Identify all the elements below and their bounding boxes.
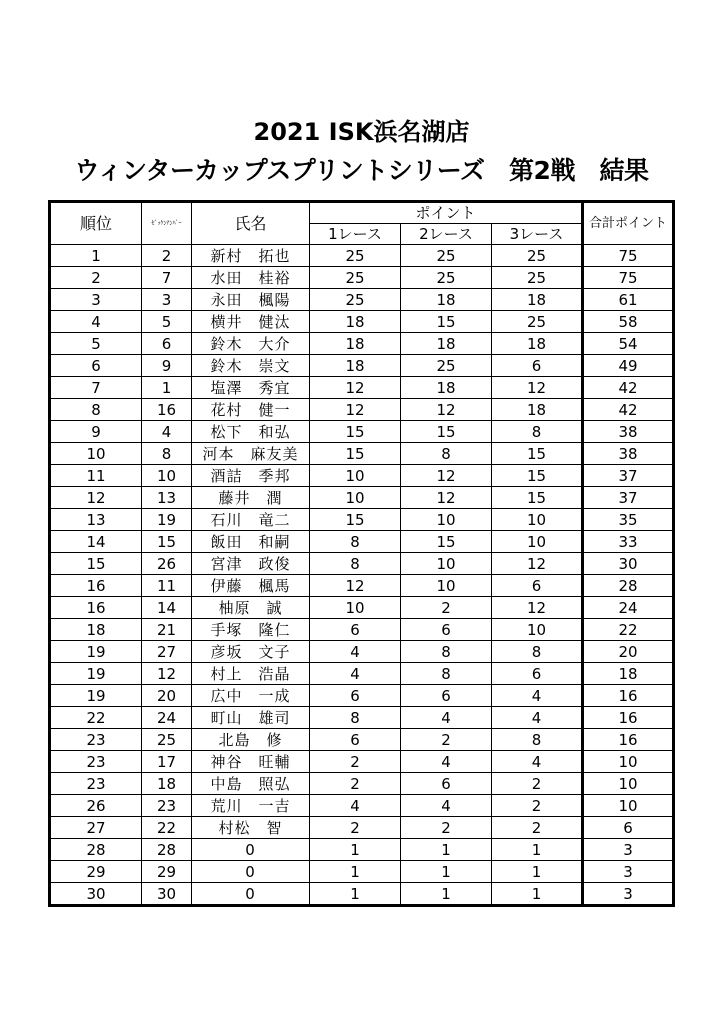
cell-rank: 5 xyxy=(50,333,142,355)
cell-rank: 11 xyxy=(50,465,142,487)
cell-race3: 15 xyxy=(492,487,583,509)
cell-rank: 3 xyxy=(50,289,142,311)
cell-bib: 27 xyxy=(142,641,192,663)
cell-race3: 10 xyxy=(492,509,583,531)
cell-race1: 15 xyxy=(310,509,401,531)
cell-race1: 15 xyxy=(310,421,401,443)
cell-rank: 16 xyxy=(50,575,142,597)
cell-race3: 6 xyxy=(492,663,583,685)
cell-bib: 7 xyxy=(142,267,192,289)
cell-bib: 2 xyxy=(142,245,192,267)
cell-bib: 24 xyxy=(142,707,192,729)
cell-rank: 14 xyxy=(50,531,142,553)
cell-rank: 26 xyxy=(50,795,142,817)
cell-rank: 18 xyxy=(50,619,142,641)
cell-race1: 10 xyxy=(310,597,401,619)
cell-total: 37 xyxy=(583,465,674,487)
cell-bib: 4 xyxy=(142,421,192,443)
table-row xyxy=(50,597,674,619)
cell-race3: 6 xyxy=(492,575,583,597)
cell-name: 村上 浩晶 xyxy=(192,663,310,685)
cell-name: 0 xyxy=(192,861,310,883)
cell-race2: 25 xyxy=(401,245,492,267)
cell-name: 河本 麻友美 xyxy=(192,443,310,465)
cell-total: 58 xyxy=(583,311,674,333)
cell-total: 24 xyxy=(583,597,674,619)
cell-race1: 18 xyxy=(310,311,401,333)
cell-rank: 19 xyxy=(50,663,142,685)
cell-name: 手塚 隆仁 xyxy=(192,619,310,641)
cell-total: 54 xyxy=(583,333,674,355)
cell-race3: 8 xyxy=(492,729,583,751)
cell-name: 藤井 潤 xyxy=(192,487,310,509)
cell-total: 22 xyxy=(583,619,674,641)
cell-bib: 23 xyxy=(142,795,192,817)
cell-name: 町山 雄司 xyxy=(192,707,310,729)
cell-race1: 4 xyxy=(310,663,401,685)
cell-total: 75 xyxy=(583,245,674,267)
cell-bib: 15 xyxy=(142,531,192,553)
table-row xyxy=(50,245,674,267)
cell-name: 柚原 誠 xyxy=(192,597,310,619)
cell-race1: 6 xyxy=(310,685,401,707)
cell-race3: 25 xyxy=(492,245,583,267)
cell-race2: 12 xyxy=(401,487,492,509)
cell-race2: 2 xyxy=(401,817,492,839)
cell-race2: 8 xyxy=(401,443,492,465)
cell-race3: 1 xyxy=(492,861,583,883)
cell-total: 10 xyxy=(583,773,674,795)
cell-total: 6 xyxy=(583,817,674,839)
cell-race2: 15 xyxy=(401,311,492,333)
cell-name: 塩澤 秀宜 xyxy=(192,377,310,399)
table-row xyxy=(50,839,674,861)
header-race3: 3レース xyxy=(492,224,583,245)
cell-race1: 12 xyxy=(310,575,401,597)
table-row xyxy=(50,707,674,729)
cell-race1: 4 xyxy=(310,641,401,663)
table-row xyxy=(50,443,674,465)
results-body xyxy=(50,245,674,906)
cell-bib: 3 xyxy=(142,289,192,311)
page-subtitle: ウィンターカップスプリントシリーズ 第2戦 結果 xyxy=(74,156,649,185)
cell-total: 18 xyxy=(583,663,674,685)
cell-bib: 22 xyxy=(142,817,192,839)
table-row xyxy=(50,575,674,597)
cell-race2: 2 xyxy=(401,597,492,619)
header-race2: 2レース xyxy=(401,224,492,245)
cell-name: 村松 智 xyxy=(192,817,310,839)
cell-race1: 25 xyxy=(310,289,401,311)
cell-race2: 1 xyxy=(401,861,492,883)
cell-race2: 12 xyxy=(401,465,492,487)
cell-race2: 12 xyxy=(401,399,492,421)
header-points-group: ポイント xyxy=(310,202,583,224)
table-row xyxy=(50,883,674,906)
table-row xyxy=(50,267,674,289)
cell-rank: 27 xyxy=(50,817,142,839)
table-row xyxy=(50,773,674,795)
cell-rank: 19 xyxy=(50,641,142,663)
cell-bib: 6 xyxy=(142,333,192,355)
cell-race2: 4 xyxy=(401,707,492,729)
cell-race3: 12 xyxy=(492,377,583,399)
cell-bib: 11 xyxy=(142,575,192,597)
cell-race2: 6 xyxy=(401,685,492,707)
cell-race2: 4 xyxy=(401,795,492,817)
cell-total: 61 xyxy=(583,289,674,311)
cell-bib: 13 xyxy=(142,487,192,509)
cell-name: 神谷 旺輔 xyxy=(192,751,310,773)
cell-race1: 18 xyxy=(310,355,401,377)
cell-race1: 6 xyxy=(310,729,401,751)
cell-rank: 22 xyxy=(50,707,142,729)
cell-name: 中島 照弘 xyxy=(192,773,310,795)
cell-total: 28 xyxy=(583,575,674,597)
cell-race1: 6 xyxy=(310,619,401,641)
cell-total: 16 xyxy=(583,685,674,707)
cell-race2: 1 xyxy=(401,883,492,906)
cell-bib: 17 xyxy=(142,751,192,773)
cell-name: 飯田 和嗣 xyxy=(192,531,310,553)
cell-race2: 18 xyxy=(401,377,492,399)
cell-total: 38 xyxy=(583,421,674,443)
page-title: 2021 ISK浜名湖店 xyxy=(253,118,470,146)
table-row xyxy=(50,487,674,509)
cell-total: 10 xyxy=(583,795,674,817)
cell-name: 広中 一成 xyxy=(192,685,310,707)
cell-race3: 10 xyxy=(492,531,583,553)
cell-total: 49 xyxy=(583,355,674,377)
cell-race3: 1 xyxy=(492,883,583,906)
table-row xyxy=(50,619,674,641)
cell-race1: 25 xyxy=(310,245,401,267)
table-row xyxy=(50,355,674,377)
cell-race1: 12 xyxy=(310,377,401,399)
cell-rank: 10 xyxy=(50,443,142,465)
cell-race2: 18 xyxy=(401,333,492,355)
cell-total: 42 xyxy=(583,377,674,399)
cell-rank: 30 xyxy=(50,883,142,906)
cell-race2: 15 xyxy=(401,531,492,553)
cell-total: 42 xyxy=(583,399,674,421)
table-row xyxy=(50,465,674,487)
cell-race1: 8 xyxy=(310,553,401,575)
table-row xyxy=(50,729,674,751)
cell-race2: 8 xyxy=(401,663,492,685)
cell-rank: 9 xyxy=(50,421,142,443)
table-row xyxy=(50,795,674,817)
cell-race3: 25 xyxy=(492,267,583,289)
header-rank: 順位 xyxy=(50,202,142,245)
cell-total: 16 xyxy=(583,729,674,751)
cell-total: 3 xyxy=(583,861,674,883)
header-race1: 1レース xyxy=(310,224,401,245)
cell-bib: 20 xyxy=(142,685,192,707)
cell-name: 永田 楓陽 xyxy=(192,289,310,311)
cell-race2: 15 xyxy=(401,421,492,443)
cell-race1: 1 xyxy=(310,839,401,861)
cell-bib: 28 xyxy=(142,839,192,861)
table-row xyxy=(50,311,674,333)
cell-race2: 6 xyxy=(401,773,492,795)
cell-name: 宮津 政俊 xyxy=(192,553,310,575)
cell-total: 33 xyxy=(583,531,674,553)
cell-bib: 25 xyxy=(142,729,192,751)
cell-total: 75 xyxy=(583,267,674,289)
cell-bib: 14 xyxy=(142,597,192,619)
cell-bib: 30 xyxy=(142,883,192,906)
cell-race1: 10 xyxy=(310,487,401,509)
cell-total: 38 xyxy=(583,443,674,465)
cell-total: 20 xyxy=(583,641,674,663)
cell-race3: 18 xyxy=(492,289,583,311)
table-row xyxy=(50,663,674,685)
cell-name: 新村 拓也 xyxy=(192,245,310,267)
header-bib: ｾﾞｯｹﾝﾅﾝﾊﾞｰ xyxy=(142,202,192,245)
cell-race3: 15 xyxy=(492,465,583,487)
cell-rank: 16 xyxy=(50,597,142,619)
cell-race2: 10 xyxy=(401,575,492,597)
header-name: 氏名 xyxy=(192,202,310,245)
cell-bib: 21 xyxy=(142,619,192,641)
cell-total: 10 xyxy=(583,751,674,773)
cell-race3: 2 xyxy=(492,817,583,839)
cell-name: 荒川 一吉 xyxy=(192,795,310,817)
table-row xyxy=(50,289,674,311)
cell-name: 0 xyxy=(192,839,310,861)
cell-bib: 12 xyxy=(142,663,192,685)
cell-race2: 18 xyxy=(401,289,492,311)
cell-rank: 15 xyxy=(50,553,142,575)
table-row xyxy=(50,509,674,531)
table-row xyxy=(50,641,674,663)
cell-race1: 8 xyxy=(310,531,401,553)
cell-rank: 1 xyxy=(50,245,142,267)
cell-race3: 18 xyxy=(492,333,583,355)
cell-rank: 23 xyxy=(50,729,142,751)
cell-total: 16 xyxy=(583,707,674,729)
cell-rank: 28 xyxy=(50,839,142,861)
cell-rank: 13 xyxy=(50,509,142,531)
table-row xyxy=(50,817,674,839)
cell-rank: 23 xyxy=(50,751,142,773)
cell-bib: 9 xyxy=(142,355,192,377)
cell-name: 酒詰 季邦 xyxy=(192,465,310,487)
cell-bib: 16 xyxy=(142,399,192,421)
cell-race1: 12 xyxy=(310,399,401,421)
results-table xyxy=(48,200,675,907)
cell-race2: 6 xyxy=(401,619,492,641)
cell-race1: 2 xyxy=(310,751,401,773)
cell-name: 伊藤 楓馬 xyxy=(192,575,310,597)
cell-race1: 1 xyxy=(310,861,401,883)
cell-race1: 15 xyxy=(310,443,401,465)
cell-bib: 8 xyxy=(142,443,192,465)
table-row xyxy=(50,399,674,421)
cell-race2: 8 xyxy=(401,641,492,663)
cell-race3: 12 xyxy=(492,553,583,575)
cell-rank: 19 xyxy=(50,685,142,707)
cell-race3: 10 xyxy=(492,619,583,641)
cell-race3: 18 xyxy=(492,399,583,421)
cell-race1: 18 xyxy=(310,333,401,355)
cell-race3: 15 xyxy=(492,443,583,465)
table-row xyxy=(50,751,674,773)
cell-rank: 8 xyxy=(50,399,142,421)
cell-race3: 6 xyxy=(492,355,583,377)
cell-race3: 4 xyxy=(492,707,583,729)
cell-total: 3 xyxy=(583,883,674,906)
cell-race3: 8 xyxy=(492,641,583,663)
cell-rank: 23 xyxy=(50,773,142,795)
table-row xyxy=(50,377,674,399)
cell-bib: 1 xyxy=(142,377,192,399)
cell-race3: 4 xyxy=(492,685,583,707)
cell-race2: 4 xyxy=(401,751,492,773)
cell-race2: 25 xyxy=(401,355,492,377)
cell-name: 彦坂 文子 xyxy=(192,641,310,663)
table-row xyxy=(50,553,674,575)
cell-rank: 12 xyxy=(50,487,142,509)
cell-name: 石川 竜二 xyxy=(192,509,310,531)
cell-total: 3 xyxy=(583,839,674,861)
cell-rank: 6 xyxy=(50,355,142,377)
table-row xyxy=(50,861,674,883)
cell-race2: 1 xyxy=(401,839,492,861)
cell-race2: 10 xyxy=(401,509,492,531)
table-row xyxy=(50,531,674,553)
cell-race1: 2 xyxy=(310,773,401,795)
cell-race3: 2 xyxy=(492,795,583,817)
cell-race1: 2 xyxy=(310,817,401,839)
cell-race1: 10 xyxy=(310,465,401,487)
cell-race1: 1 xyxy=(310,883,401,906)
cell-rank: 2 xyxy=(50,267,142,289)
cell-rank: 7 xyxy=(50,377,142,399)
cell-name: 松下 和弘 xyxy=(192,421,310,443)
table-row xyxy=(50,333,674,355)
cell-bib: 19 xyxy=(142,509,192,531)
cell-race3: 12 xyxy=(492,597,583,619)
cell-race3: 2 xyxy=(492,773,583,795)
cell-total: 35 xyxy=(583,509,674,531)
cell-race1: 8 xyxy=(310,707,401,729)
cell-bib: 29 xyxy=(142,861,192,883)
cell-rank: 29 xyxy=(50,861,142,883)
header-total: 合計ポイント xyxy=(583,202,674,245)
cell-rank: 4 xyxy=(50,311,142,333)
cell-name: 北島 修 xyxy=(192,729,310,751)
cell-race3: 25 xyxy=(492,311,583,333)
cell-bib: 26 xyxy=(142,553,192,575)
cell-total: 30 xyxy=(583,553,674,575)
cell-bib: 5 xyxy=(142,311,192,333)
cell-bib: 18 xyxy=(142,773,192,795)
cell-name: 花村 健一 xyxy=(192,399,310,421)
cell-race1: 25 xyxy=(310,267,401,289)
cell-race2: 25 xyxy=(401,267,492,289)
cell-race2: 10 xyxy=(401,553,492,575)
cell-race2: 2 xyxy=(401,729,492,751)
cell-bib: 10 xyxy=(142,465,192,487)
table-row xyxy=(50,685,674,707)
cell-name: 鈴木 崇文 xyxy=(192,355,310,377)
table-row xyxy=(50,421,674,443)
cell-total: 37 xyxy=(583,487,674,509)
cell-race3: 8 xyxy=(492,421,583,443)
cell-race3: 1 xyxy=(492,839,583,861)
cell-name: 水田 桂裕 xyxy=(192,267,310,289)
cell-race1: 4 xyxy=(310,795,401,817)
cell-name: 鈴木 大介 xyxy=(192,333,310,355)
cell-name: 0 xyxy=(192,883,310,906)
cell-race3: 4 xyxy=(492,751,583,773)
cell-name: 横井 健汰 xyxy=(192,311,310,333)
